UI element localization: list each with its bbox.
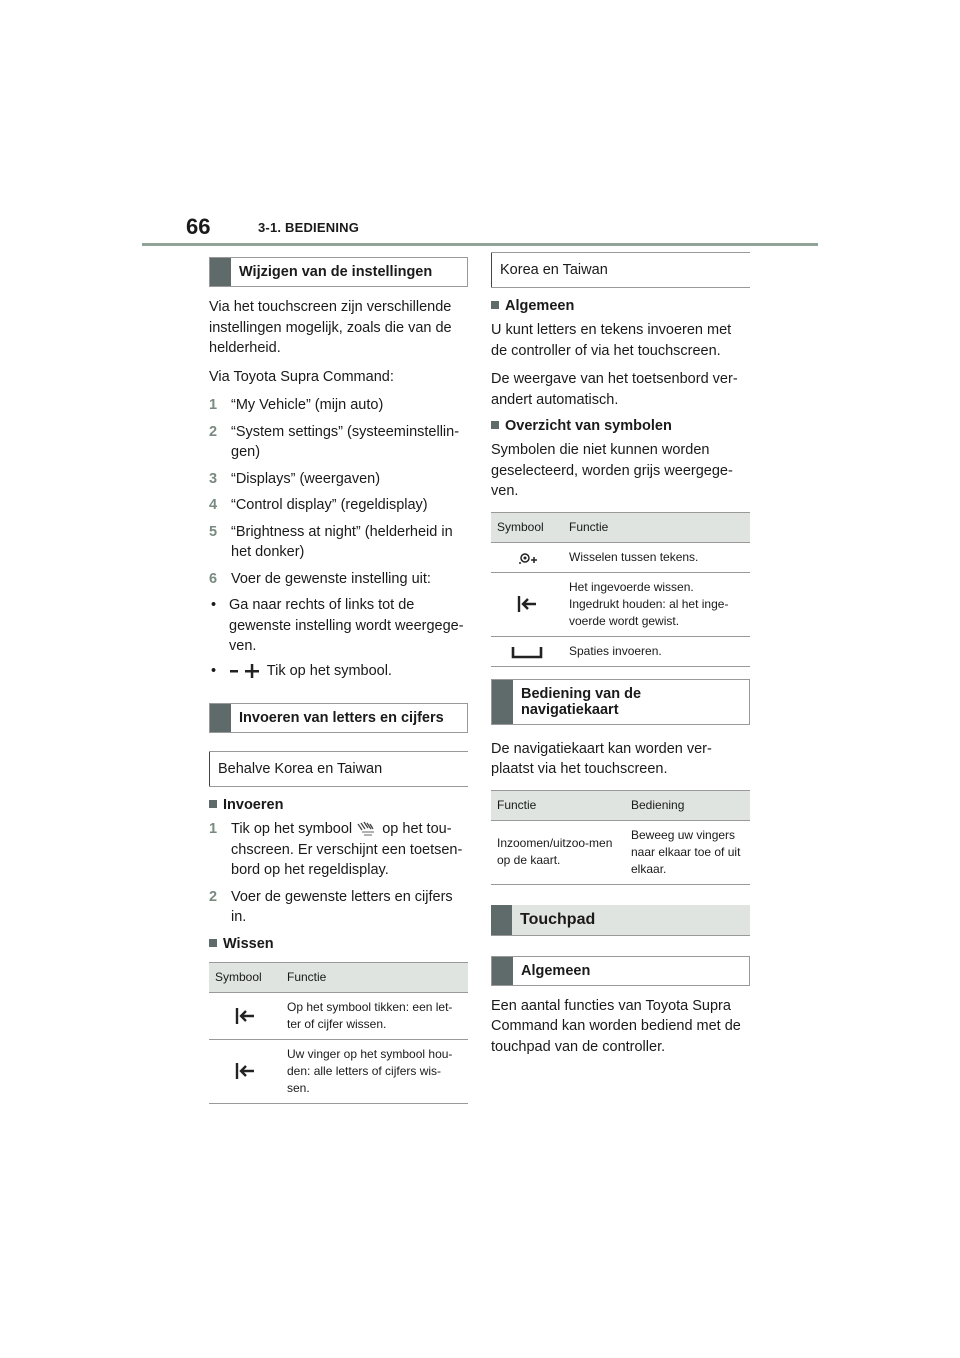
paragraph: Via het touchscreen zijn verschillende instellingen mogelijk, zoals die van de helderheid.	[209, 299, 452, 356]
space-icon	[511, 645, 543, 659]
page-number: 66	[186, 214, 211, 239]
paragraph: Via Toyota Supra Command:	[209, 368, 394, 385]
paragraph: Een aantal functies van Toyota Supra Command kan worden bediend met de touchpad van de controller.	[491, 997, 741, 1055]
right-column	[491, 252, 750, 1065]
symbols-table: Symbool Functie Wisselen tussen tekens. Het ingevoerde wissen. Ingedrukt houden: al het inge-voerde wordt gewist. Spaties invoeren.	[491, 512, 750, 667]
step: 5 “Brightness at night” (helderheid in het donker)	[209, 523, 453, 560]
section-box-navigation	[491, 679, 750, 725]
header-rule	[142, 243, 818, 246]
subheading: Overzicht van symbolen	[491, 418, 750, 434]
section-box-region	[209, 751, 468, 787]
paragraph: U kunt letters en tekens invoeren met de controller of via het touchscreen.	[491, 322, 732, 359]
bullet: • Ga naar rechts of links tot de gewenste instelling wordt weergege-ven.	[211, 597, 464, 654]
section-title: Invoeren van letters en cijfers	[239, 710, 444, 726]
section-box-korea	[491, 252, 750, 288]
table-row: Op het symbool tikken: een let-ter of cijfer wissen.	[209, 992, 468, 1039]
minus-plus-icon	[229, 664, 263, 678]
step: 2 “System settings” (systeeminstellin-gen)	[209, 423, 460, 460]
section-title: Wijzigen van de instellingen	[239, 264, 433, 280]
table-row: Wisselen tussen tekens.	[491, 542, 750, 572]
delete-table: Symbool Functie Op het symbool tikken: een let-ter of cijfer wissen. Uw vinger op het symbool hou-den: alle letters of cijfers wis-sen.	[209, 962, 468, 1104]
bullet: • Tik op het symbool.	[211, 662, 392, 679]
section-box-general	[491, 956, 750, 986]
paragraph: De navigatiekaart kan worden ver-plaatst via het touchscreen.	[491, 740, 712, 777]
step: 1 Tik op het symbool op het tou-chscreen. Er verschijnt een toetsen-bord op het regeldisplay.	[209, 821, 463, 878]
section-box-letters	[209, 703, 468, 733]
section-title: Algemeen	[521, 962, 591, 979]
subheading: Wissen	[209, 936, 468, 952]
subheading: Algemeen	[491, 298, 750, 314]
subheading: Invoeren	[209, 797, 468, 813]
handwriting-icon	[356, 821, 378, 837]
section-box-settings	[209, 257, 468, 287]
section-title: Touchpad	[520, 910, 596, 928]
table-row: Uw vinger op het symbool hou-den: alle letters of cijfers wis-sen.	[209, 1039, 468, 1103]
table-row: Spaties invoeren.	[491, 636, 750, 666]
paragraph: Symbolen die niet kunnen worden geselecteerd, worden grijs weergege-ven.	[491, 442, 733, 499]
paragraph: De weergave van het toetsenbord ver-andert automatisch.	[491, 371, 738, 408]
chapter-title: 3-1. BEDIENING	[258, 220, 360, 235]
left-column	[209, 257, 468, 1116]
section-title: Korea en Taiwan	[500, 262, 608, 278]
switch-chars-icon	[516, 551, 538, 565]
step: 1 “My Vehicle” (mijn auto)	[209, 397, 384, 413]
navigation-table: Functie Bediening Inzoomen/uitzoo-men op de kaart. Beweeg uw vingers naar elkaar toe of uit elkaar.	[491, 790, 750, 885]
table-row: Inzoomen/uitzoo-men op de kaart. Beweeg uw vingers naar elkaar toe of uit elkaar.	[491, 820, 750, 884]
section-title: Bediening van de navigatiekaart	[521, 685, 642, 718]
table-row: Het ingevoerde wissen. Ingedrukt houden: al het inge-voerde wordt gewist.	[491, 572, 750, 636]
section-box-touchpad	[491, 905, 750, 936]
backspace-icon	[234, 1062, 256, 1080]
step: 4 “Control display” (regeldisplay)	[209, 497, 428, 513]
backspace-icon	[516, 595, 538, 613]
backspace-icon	[234, 1007, 256, 1025]
step: 6 Voer de gewenste instelling uit:	[209, 570, 431, 587]
section-title: Behalve Korea en Taiwan	[218, 761, 383, 777]
step: 2 Voer de gewenste letters en cijfers in.	[209, 888, 453, 925]
step: 3 “Displays” (weergaven)	[209, 470, 381, 487]
